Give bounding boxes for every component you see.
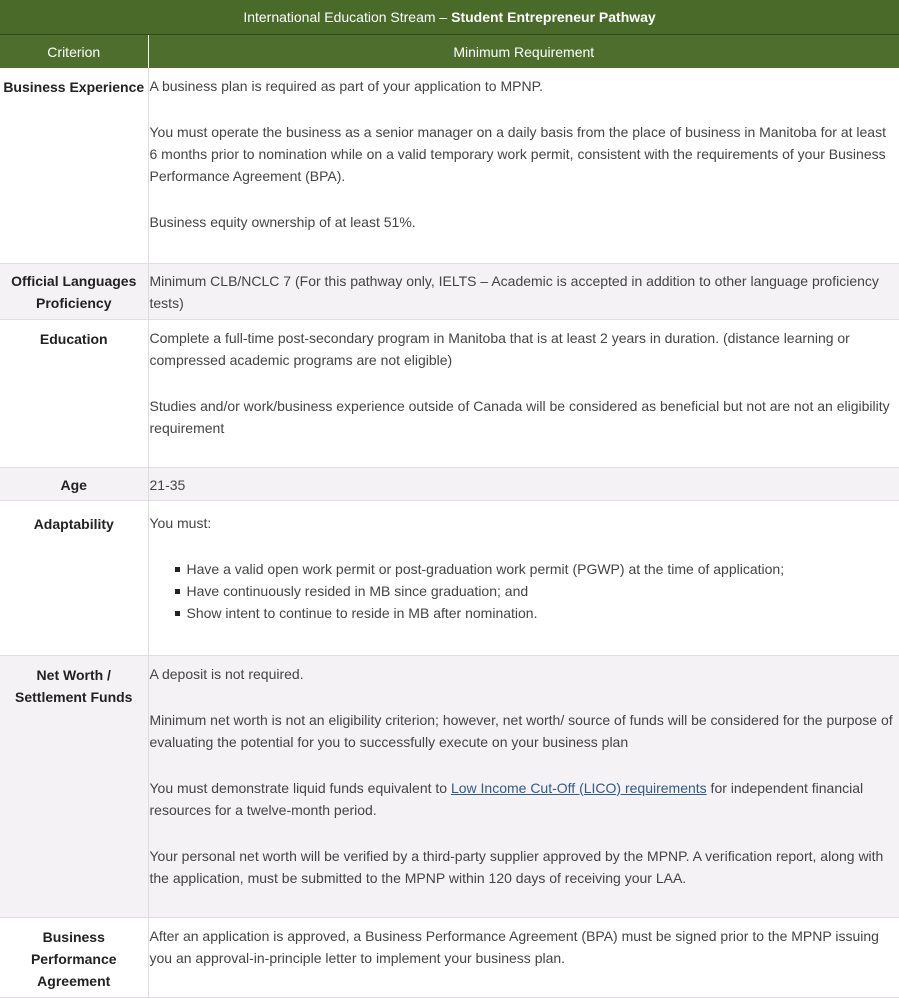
- requirement-list: [150, 558, 896, 624]
- requirement-languages: [148, 263, 899, 319]
- criterion-age: Age: [0, 467, 148, 500]
- list-item: Have a valid open work permit or post-graduation work permit (PGWP) at the time of application;: [187, 558, 896, 580]
- list-item: Show intent to continue to reside in MB after nomination.: [187, 602, 896, 624]
- table-row: [0, 319, 899, 467]
- requirement-net-worth: [148, 655, 899, 917]
- criterion-business-experience: Business Experience: [0, 68, 148, 263]
- requirement-business-experience: [148, 68, 899, 263]
- table-title-row: [0, 0, 899, 35]
- lico-text-after: for independent financial resources for a twelve-month period.: [149, 779, 864, 818]
- table-row: [0, 500, 899, 655]
- requirement-text: Studies and/or work/business experience outside of Canada will be considered as beneficial but not are not an eligibility requirement: [149, 397, 890, 436]
- title-pathway: Student Entrepreneur Pathway: [451, 9, 656, 25]
- table-row: [0, 917, 899, 997]
- table-row: [0, 263, 899, 319]
- requirement-text: [150, 777, 896, 821]
- header-requirement: Minimum Requirement: [148, 35, 899, 69]
- criterion-languages: Official Languages Proficiency: [0, 263, 148, 319]
- criterion-adaptability: Adaptability: [0, 500, 148, 655]
- criterion-net-worth: Net Worth / Settlement Funds: [0, 655, 148, 917]
- requirement-text: A deposit is not required.: [149, 665, 304, 682]
- requirement-text: Complete a full-time post-secondary program in Manitoba that is at least 2 years in duration. (distance learning or compressed academic programs are not eligible): [149, 329, 850, 368]
- requirement-bpa: [148, 917, 899, 997]
- lico-requirements-link[interactable]: Low Income Cut-Off (LICO) requirements: [450, 779, 707, 796]
- lico-text-before: You must demonstrate liquid funds equivalent to: [149, 779, 451, 796]
- requirement-age: [148, 467, 899, 500]
- requirement-text: You must operate the business as a senior manager on a daily basis from the place of business in Manitoba for at least 6 months prior to nomination while on a valid temporary work permit, consistent with the requirements of your Business Performance Agreement (BPA).: [149, 124, 886, 184]
- requirement-text: Business equity ownership of at least 51%.: [149, 214, 416, 230]
- criterion-education: Education: [0, 319, 148, 467]
- table-row: [0, 68, 899, 263]
- requirement-text: After an application is approved, a Business Performance Agreement (BPA) must be signed prior to the MPNP issuing you an approval-in-principle letter to implement your business plan.: [149, 927, 879, 966]
- requirement-text: Minimum net worth is not an eligibility criterion; however, net worth/ source of funds will be considered for the purpose of evaluating the potential for you to successfully execute on your business plan: [149, 711, 893, 750]
- criterion-bpa: Business Performance Agreement: [0, 917, 148, 997]
- header-row: [0, 35, 899, 69]
- header-criterion: Criterion: [0, 35, 148, 69]
- list-item: Have continuously resided in MB since graduation; and: [187, 580, 896, 602]
- requirement-education: [148, 319, 899, 467]
- table-title: [0, 0, 899, 35]
- title-prefix: International Education Stream –: [243, 9, 452, 25]
- requirement-adaptability: [148, 500, 899, 655]
- requirement-text: Minimum CLB/NCLC 7 (For this pathway only, IELTS – Academic is accepted in addition to other language proficiency tests): [149, 272, 879, 311]
- requirement-text: You must:: [149, 514, 212, 531]
- requirement-text: Your personal net worth will be verified by a third-party supplier approved by the MPNP. A verification report, along with the application, must be submitted to the MPNP within 120 days of receiving your LAA.: [149, 847, 884, 886]
- table-row: [0, 467, 899, 500]
- table-row: [0, 655, 899, 917]
- requirement-text: 21-35: [149, 476, 186, 493]
- requirement-text: A business plan is required as part of your application to MPNP.: [149, 78, 544, 94]
